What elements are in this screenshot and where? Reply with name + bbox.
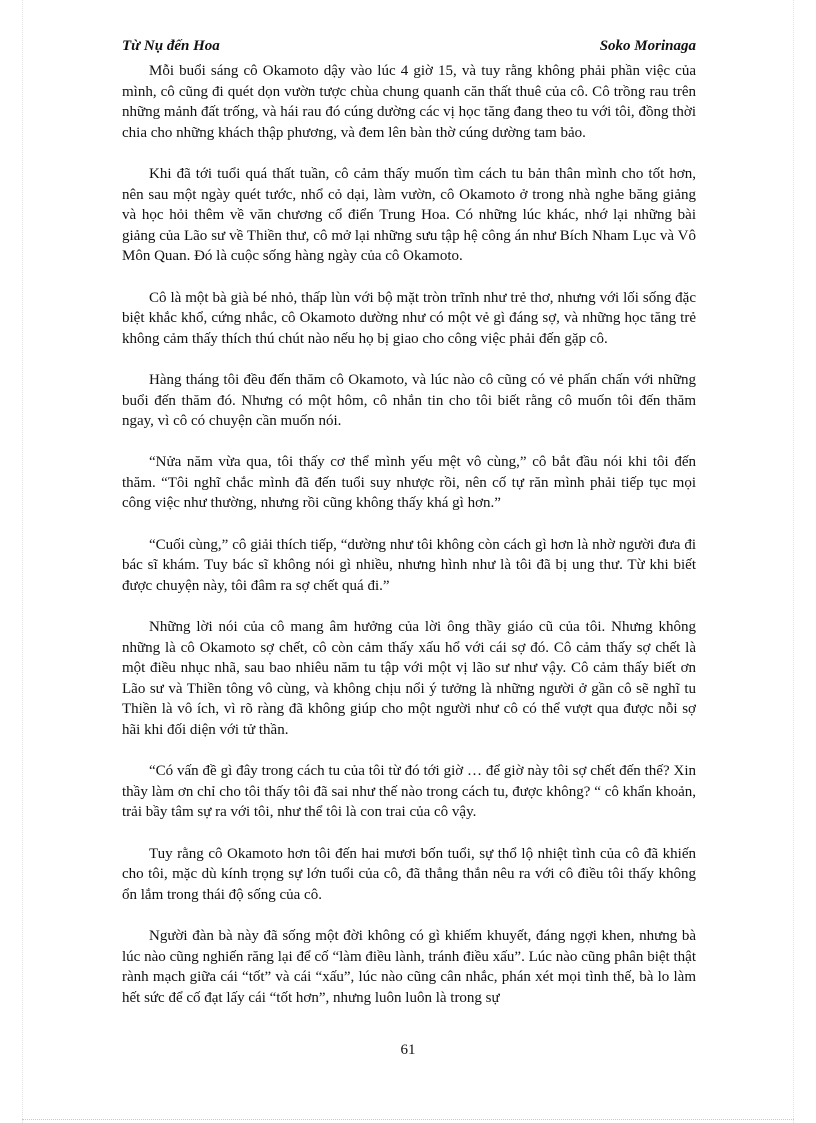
running-header (122, 38, 696, 60)
body-text (122, 61, 696, 1029)
paragraph: Tuy rằng cô Okamoto hơn tôi đến hai mươi bốn tuổi, sự thổ lộ nhiệt tình của cô đã khiến cho tôi, mặc dù kính trọng sự lớn tuổi của cô, đã thẳng thắn nêu ra với cô điều tôi thấy không ổn lắm trong thái độ sống của cô. (122, 845, 696, 903)
paragraph: Cô là một bà già bé nhỏ, thấp lùn với bộ mặt tròn trĩnh như trẻ thơ, nhưng với lối sống đặc biệt khắc khổ, cứng nhắc, cô Okamoto dường như có một vẻ gì đáng sợ, và những học tăng trẻ không cảm thấy thích thú chút nào nếu họ bị giao cho công việc phải đến gặp cô. (122, 289, 696, 347)
left-margin-guide (22, 0, 23, 1123)
paragraph: “Nửa năm vừa qua, tôi thấy cơ thể mình yếu mệt vô cùng,” cô bắt đầu nói khi tôi đến thăm. “Tôi nghĩ chắc mình đã đến tuổi suy nhược rồi, nên cố tự răn mình phải tiếp tục mọi công việc như thường, nhưng rồi cũng không thấy khá gì hơn.” (122, 454, 696, 512)
right-margin-guide (793, 0, 794, 1123)
paragraph: Khi đã tới tuổi quá thất tuần, cô cảm thấy muốn tìm cách tu bản thân mình cho tốt hơn, nên sau một ngày quét tước, nhổ cỏ dại, làm vườn, cô Okamoto ở trong nhà nghe băng giảng và học hỏi thêm về văn chương cổ điển Trung Hoa. Có những lúc khác, nhớ lại những bài giảng của Lão sư về Thiền thư, cô mở lại những sưu tập hệ công án như Bích Nham Lục và Vô Môn Quan. Đó là cuộc sống hàng ngày của cô Okamoto. (122, 165, 696, 265)
paragraph: Mỗi buổi sáng cô Okamoto dậy vào lúc 4 giờ 15, và tuy rằng không phải phần việc của mình, cô cũng đi quét dọn vườn tược chùa chung quanh căn thất thuê của cô. Cô trồng rau trên những mảnh đất trống, và hái rau đó cúng dường các vị học tăng đang theo tu với tôi, đồng thời chia cho những khách thập phương, và đem lên bàn thờ cúng dường tam bảo. (122, 63, 696, 141)
paragraph: Những lời nói của cô mang âm hưởng của lời ông thầy giáo cũ của tôi. Nhưng không những là cô Okamoto sợ chết, cô còn cảm thấy xấu hổ với cái sợ đó. Cô cảm thấy sợ chết là một điều nhục nhã, sau bao nhiêu năm tu tập với một vị lão sư như vậy. Cô cảm thấy biết ơn Lão sư và Thiền tông vô cùng, và không chịu nổi ý tưởng là những người ở gần cô sẽ nghĩ tu Thiền là vô ích, vì rõ ràng đã không giúp cho một người như cô có thể vượt qua được nỗi sợ hãi khi đối diện với tử thần. (122, 619, 696, 738)
paragraph: Hàng tháng tôi đều đến thăm cô Okamoto, và lúc nào cô cũng có vẻ phấn chấn với những buổi đến thăm đó. Nhưng có một hôm, cô nhắn tin cho tôi biết rằng cô muốn tôi đến thăm ngay, vì cô có chuyện cần muốn nói. (122, 371, 696, 430)
paragraph: “Có vấn đề gì đây trong cách tu của tôi từ đó tới giờ … để giờ này tôi sợ chết đến thế? Xin thầy làm ơn chỉ cho tôi thấy tôi đã sai như thế nào trong cách tu, được không? “ cô khẩn khoản, trải bầy tâm sự ra với tôi, như thể tôi là con trai của cô vậy. (122, 763, 696, 821)
page-bottom-edge (22, 1119, 794, 1120)
paragraph: Người đàn bà này đã sống một đời không có gì khiếm khuyết, đáng ngợi khen, nhưng bà lúc nào cũng nghiến răng lại để cố “làm điều lành, tránh điều xấu”. Lúc nào cũng phân biệt thật rành mạch giữa cái “tốt” và cái “xấu”, lúc nào cũng cân nhắc, phán xét mọi tình thế, bà lo làm hết sức để cố đạt lấy cái “tốt hơn”, nhưng luôn luôn là trong sự (122, 927, 696, 1006)
paragraph: “Cuối cùng,” cô giải thích tiếp, “dường như tôi không còn cách gì hơn là nhờ người đưa đi bác sĩ khám. Tuy bác sĩ không nói gì nhiều, nhưng hình như là tôi đã bị ung thư. Từ khi biết được chuyện này, tôi đâm ra sợ chết quá đi.” (122, 536, 696, 594)
page-number: 61 (400, 1042, 416, 1058)
author-name: Soko Morinaga (599, 38, 696, 54)
book-title: Từ Nụ đến Hoa (122, 38, 220, 54)
